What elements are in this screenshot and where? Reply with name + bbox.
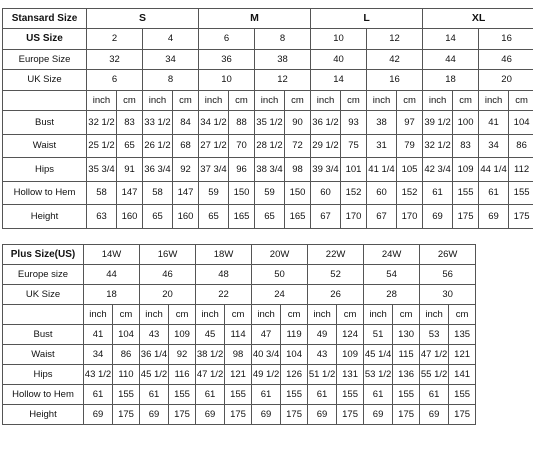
measurement-label: Hollow to Hem (3, 181, 87, 205)
measurement-value: 93 (341, 111, 367, 135)
plus-us-size-value: 20W (252, 245, 308, 265)
unit-cm: cm (285, 90, 311, 111)
us-size-value: 14 (423, 29, 479, 50)
plus-measurement-row (3, 365, 476, 385)
europe-size-value: 38 (255, 49, 311, 70)
measurement-value: 29 1/2 (311, 134, 341, 158)
measurement-value: 124 (337, 325, 364, 345)
measurement-value: 28 1/2 (255, 134, 285, 158)
measurement-value: 130 (393, 325, 420, 345)
measurement-value: 175 (281, 405, 308, 425)
measurement-value: 155 (449, 385, 476, 405)
measurement-value: 152 (397, 181, 423, 205)
measurement-value: 61 (84, 385, 113, 405)
size-letter-header: S (87, 9, 199, 29)
measurement-value: 152 (341, 181, 367, 205)
measurement-value: 170 (397, 205, 423, 229)
measurement-value: 83 (117, 111, 143, 135)
unit-cm: cm (341, 90, 367, 111)
measurement-value: 33 1/2 (143, 111, 173, 135)
measurement-value: 121 (449, 345, 476, 365)
measurement-value: 61 (479, 181, 509, 205)
measurement-value: 26 1/2 (143, 134, 173, 158)
uk-size-value: 8 (143, 70, 199, 91)
measurement-value: 114 (225, 325, 252, 345)
uk-size-row (3, 70, 533, 91)
measurement-value: 75 (341, 134, 367, 158)
measurement-value: 68 (173, 134, 199, 158)
uk-size-value: 26 (308, 285, 364, 305)
size-letter-header: M (199, 9, 311, 29)
measurement-value: 165 (285, 205, 311, 229)
empty-cell (3, 305, 84, 325)
measurement-value: 35 1/2 (255, 111, 285, 135)
measurement-value: 109 (453, 158, 479, 182)
measurement-label: Hips (3, 365, 84, 385)
us-size-row (3, 29, 533, 50)
unit-inch: inch (423, 90, 453, 111)
measurement-value: 34 (84, 345, 113, 365)
measurement-value: 55 1/2 (420, 365, 449, 385)
unit-cm: cm (337, 305, 364, 325)
measurement-value: 155 (113, 385, 140, 405)
uk-size-value: 28 (364, 285, 420, 305)
measurement-value: 170 (341, 205, 367, 229)
measurement-row (3, 205, 533, 229)
measurement-row (3, 158, 533, 182)
measurement-value: 44 1/4 (479, 158, 509, 182)
measurement-value: 45 1/2 (140, 365, 169, 385)
plus-us-size-value: 14W (84, 245, 140, 265)
measurement-value: 150 (229, 181, 255, 205)
measurement-label: Height (3, 205, 87, 229)
unit-inch: inch (199, 90, 229, 111)
us-size-value: 12 (367, 29, 423, 50)
measurement-value: 61 (420, 385, 449, 405)
measurement-label: Bust (3, 111, 87, 135)
unit-inch: inch (367, 90, 397, 111)
unit-inch: inch (87, 90, 117, 111)
measurement-value: 101 (341, 158, 367, 182)
measurement-value: 69 (196, 405, 225, 425)
unit-cm: cm (117, 90, 143, 111)
unit-inch: inch (196, 305, 225, 325)
measurement-value: 175 (509, 205, 533, 229)
measurement-value: 150 (285, 181, 311, 205)
measurement-value: 126 (281, 365, 308, 385)
measurement-value: 34 1/2 (199, 111, 229, 135)
row-label: Europe size (3, 265, 84, 285)
measurement-value: 90 (285, 111, 311, 135)
unit-cm: cm (281, 305, 308, 325)
measurement-value: 112 (509, 158, 533, 182)
uk-size-value: 24 (252, 285, 308, 305)
measurement-value: 67 (311, 205, 341, 229)
europe-size-value: 32 (87, 49, 143, 70)
europe-size-value: 50 (252, 265, 308, 285)
measurement-value: 41 (479, 111, 509, 135)
europe-size-value: 42 (367, 49, 423, 70)
measurement-value: 155 (225, 385, 252, 405)
unit-inch: inch (252, 305, 281, 325)
measurement-value: 155 (509, 181, 533, 205)
measurement-value: 115 (393, 345, 420, 365)
europe-size-value: 52 (308, 265, 364, 285)
row-label: UK Size (3, 285, 84, 305)
measurement-value: 69 (140, 405, 169, 425)
measurement-value: 100 (453, 111, 479, 135)
measurement-value: 92 (173, 158, 199, 182)
europe-size-value: 34 (143, 49, 199, 70)
empty-cell (3, 90, 87, 111)
europe-size-value: 54 (364, 265, 420, 285)
measurement-value: 79 (397, 134, 423, 158)
measurement-value: 60 (367, 181, 397, 205)
plus-measurement-row (3, 405, 476, 425)
measurement-value: 105 (397, 158, 423, 182)
measurement-value: 36 3/4 (143, 158, 173, 182)
measurement-value: 37 3/4 (199, 158, 229, 182)
measurement-value: 97 (397, 111, 423, 135)
measurement-value: 96 (229, 158, 255, 182)
measurement-value: 91 (117, 158, 143, 182)
plus-europe-size-row (3, 265, 476, 285)
measurement-value: 61 (364, 385, 393, 405)
plus-uk-size-row (3, 285, 476, 305)
measurement-value: 121 (225, 365, 252, 385)
measurement-value: 175 (169, 405, 196, 425)
measurement-value: 175 (449, 405, 476, 425)
measurement-value: 98 (225, 345, 252, 365)
plus-measurement-row (3, 345, 476, 365)
measurement-value: 38 (367, 111, 397, 135)
uk-size-value: 6 (87, 70, 143, 91)
measurement-value: 69 (423, 205, 453, 229)
size-letter-header: L (311, 9, 423, 29)
unit-cm: cm (449, 305, 476, 325)
measurement-value: 69 (84, 405, 113, 425)
measurement-value: 155 (169, 385, 196, 405)
measurement-value: 31 (367, 134, 397, 158)
measurement-value: 155 (393, 385, 420, 405)
unit-row (3, 90, 533, 111)
measurement-value: 69 (420, 405, 449, 425)
plus-us-size-value: 24W (364, 245, 420, 265)
uk-size-value: 12 (255, 70, 311, 91)
us-size-value: 16 (479, 29, 533, 50)
uk-size-value: 14 (311, 70, 367, 91)
measurement-value: 47 1/2 (420, 345, 449, 365)
row-label: Europe Size (3, 49, 87, 70)
measurement-value: 65 (143, 205, 173, 229)
measurement-value: 61 (423, 181, 453, 205)
measurement-value: 51 1/2 (308, 365, 337, 385)
measurement-value: 27 1/2 (199, 134, 229, 158)
measurement-row (3, 111, 533, 135)
unit-cm: cm (393, 305, 420, 325)
measurement-value: 32 1/2 (87, 111, 117, 135)
measurement-value: 109 (169, 325, 196, 345)
uk-size-value: 20 (140, 285, 196, 305)
europe-size-value: 46 (479, 49, 533, 70)
measurement-value: 92 (169, 345, 196, 365)
measurement-value: 135 (449, 325, 476, 345)
measurement-value: 110 (113, 365, 140, 385)
measurement-value: 65 (117, 134, 143, 158)
row-label: US Size (3, 29, 87, 50)
measurement-value: 49 1/2 (252, 365, 281, 385)
uk-size-value: 20 (479, 70, 533, 91)
unit-inch: inch (84, 305, 113, 325)
measurement-value: 60 (311, 181, 341, 205)
us-size-value: 4 (143, 29, 199, 50)
europe-size-value: 46 (140, 265, 196, 285)
plus-us-size-row (3, 245, 476, 265)
europe-size-value: 44 (423, 49, 479, 70)
uk-size-value: 10 (199, 70, 255, 91)
measurement-value: 59 (255, 181, 285, 205)
europe-size-value: 44 (84, 265, 140, 285)
uk-size-value: 22 (196, 285, 252, 305)
measurement-value: 61 (196, 385, 225, 405)
measurement-value: 69 (364, 405, 393, 425)
measurement-value: 47 1/2 (196, 365, 225, 385)
measurement-value: 175 (393, 405, 420, 425)
measurement-value: 61 (140, 385, 169, 405)
measurement-value: 69 (252, 405, 281, 425)
uk-size-value: 30 (420, 285, 476, 305)
measurement-value: 36 1/4 (140, 345, 169, 365)
europe-size-row (3, 49, 533, 70)
plus-measurement-row (3, 385, 476, 405)
unit-cm: cm (173, 90, 199, 111)
measurement-value: 43 (308, 345, 337, 365)
measurement-value: 104 (509, 111, 533, 135)
unit-cm: cm (113, 305, 140, 325)
measurement-value: 63 (87, 205, 117, 229)
us-size-value: 8 (255, 29, 311, 50)
europe-size-value: 56 (420, 265, 476, 285)
measurement-value: 45 1/4 (364, 345, 393, 365)
measurement-value: 41 (84, 325, 113, 345)
us-size-value: 6 (199, 29, 255, 50)
table-title: Plus Size(US) (3, 245, 84, 265)
measurement-value: 175 (453, 205, 479, 229)
measurement-value: 155 (281, 385, 308, 405)
measurement-value: 155 (337, 385, 364, 405)
plus-us-size-value: 16W (140, 245, 196, 265)
measurement-value: 53 1/2 (364, 365, 393, 385)
measurement-value: 160 (117, 205, 143, 229)
measurement-label: Waist (3, 134, 87, 158)
measurement-value: 34 (479, 134, 509, 158)
unit-cm: cm (397, 90, 423, 111)
measurement-value: 98 (285, 158, 311, 182)
uk-size-value: 16 (367, 70, 423, 91)
measurement-value: 49 (308, 325, 337, 345)
measurement-value: 61 (308, 385, 337, 405)
unit-inch: inch (479, 90, 509, 111)
measurement-value: 83 (453, 134, 479, 158)
measurement-value: 38 1/2 (196, 345, 225, 365)
measurement-value: 70 (229, 134, 255, 158)
measurement-value: 109 (337, 345, 364, 365)
unit-cm: cm (453, 90, 479, 111)
unit-cm: cm (169, 305, 196, 325)
plus-us-size-value: 18W (196, 245, 252, 265)
plus-us-size-value: 26W (420, 245, 476, 265)
measurement-label: Height (3, 405, 84, 425)
unit-inch: inch (364, 305, 393, 325)
measurement-value: 88 (229, 111, 255, 135)
measurement-value: 36 1/2 (311, 111, 341, 135)
measurement-value: 175 (337, 405, 364, 425)
measurement-label: Waist (3, 345, 84, 365)
unit-cm: cm (509, 90, 533, 111)
measurement-label: Hollow to Hem (3, 385, 84, 405)
plus-unit-row (3, 305, 476, 325)
unit-inch: inch (311, 90, 341, 111)
table-title: Stansard Size (3, 9, 87, 29)
measurement-value: 45 (196, 325, 225, 345)
measurement-row (3, 181, 533, 205)
us-size-value: 10 (311, 29, 367, 50)
measurement-value: 136 (393, 365, 420, 385)
measurement-value: 165 (229, 205, 255, 229)
measurement-row (3, 134, 533, 158)
measurement-value: 86 (509, 134, 533, 158)
measurement-value: 40 3/4 (252, 345, 281, 365)
standard-size-table (2, 8, 533, 229)
plus-size-table (2, 244, 476, 425)
measurement-value: 39 3/4 (311, 158, 341, 182)
measurement-value: 131 (337, 365, 364, 385)
unit-cm: cm (225, 305, 252, 325)
measurement-value: 119 (281, 325, 308, 345)
measurement-value: 39 1/2 (423, 111, 453, 135)
measurement-value: 147 (117, 181, 143, 205)
unit-inch: inch (308, 305, 337, 325)
measurement-value: 41 1/4 (367, 158, 397, 182)
measurement-value: 35 3/4 (87, 158, 117, 182)
measurement-value: 61 (252, 385, 281, 405)
measurement-value: 116 (169, 365, 196, 385)
measurement-value: 59 (199, 181, 229, 205)
measurement-label: Hips (3, 158, 87, 182)
measurement-value: 53 (420, 325, 449, 345)
measurement-value: 69 (479, 205, 509, 229)
measurement-value: 84 (173, 111, 199, 135)
measurement-value: 47 (252, 325, 281, 345)
measurement-value: 32 1/2 (423, 134, 453, 158)
europe-size-value: 36 (199, 49, 255, 70)
measurement-value: 65 (255, 205, 285, 229)
us-size-value: 2 (87, 29, 143, 50)
unit-cm: cm (229, 90, 255, 111)
measurement-value: 86 (113, 345, 140, 365)
measurement-value: 69 (308, 405, 337, 425)
measurement-value: 160 (173, 205, 199, 229)
size-letter-header: XL (423, 9, 533, 29)
measurement-value: 104 (281, 345, 308, 365)
measurement-value: 72 (285, 134, 311, 158)
measurement-value: 67 (367, 205, 397, 229)
unit-inch: inch (420, 305, 449, 325)
measurement-value: 38 3/4 (255, 158, 285, 182)
measurement-value: 43 1/2 (84, 365, 113, 385)
measurement-value: 175 (113, 405, 140, 425)
uk-size-value: 18 (423, 70, 479, 91)
measurement-value: 42 3/4 (423, 158, 453, 182)
measurement-value: 58 (87, 181, 117, 205)
measurement-value: 43 (140, 325, 169, 345)
plus-measurement-row (3, 325, 476, 345)
measurement-value: 51 (364, 325, 393, 345)
measurement-value: 104 (113, 325, 140, 345)
measurement-value: 147 (173, 181, 199, 205)
europe-size-value: 40 (311, 49, 367, 70)
unit-inch: inch (143, 90, 173, 111)
size-header-row (3, 9, 533, 29)
plus-us-size-value: 22W (308, 245, 364, 265)
measurement-value: 65 (199, 205, 229, 229)
unit-inch: inch (255, 90, 285, 111)
unit-inch: inch (140, 305, 169, 325)
measurement-value: 155 (453, 181, 479, 205)
row-label: UK Size (3, 70, 87, 91)
uk-size-value: 18 (84, 285, 140, 305)
measurement-value: 58 (143, 181, 173, 205)
europe-size-value: 48 (196, 265, 252, 285)
measurement-label: Bust (3, 325, 84, 345)
measurement-value: 141 (449, 365, 476, 385)
measurement-value: 25 1/2 (87, 134, 117, 158)
measurement-value: 175 (225, 405, 252, 425)
